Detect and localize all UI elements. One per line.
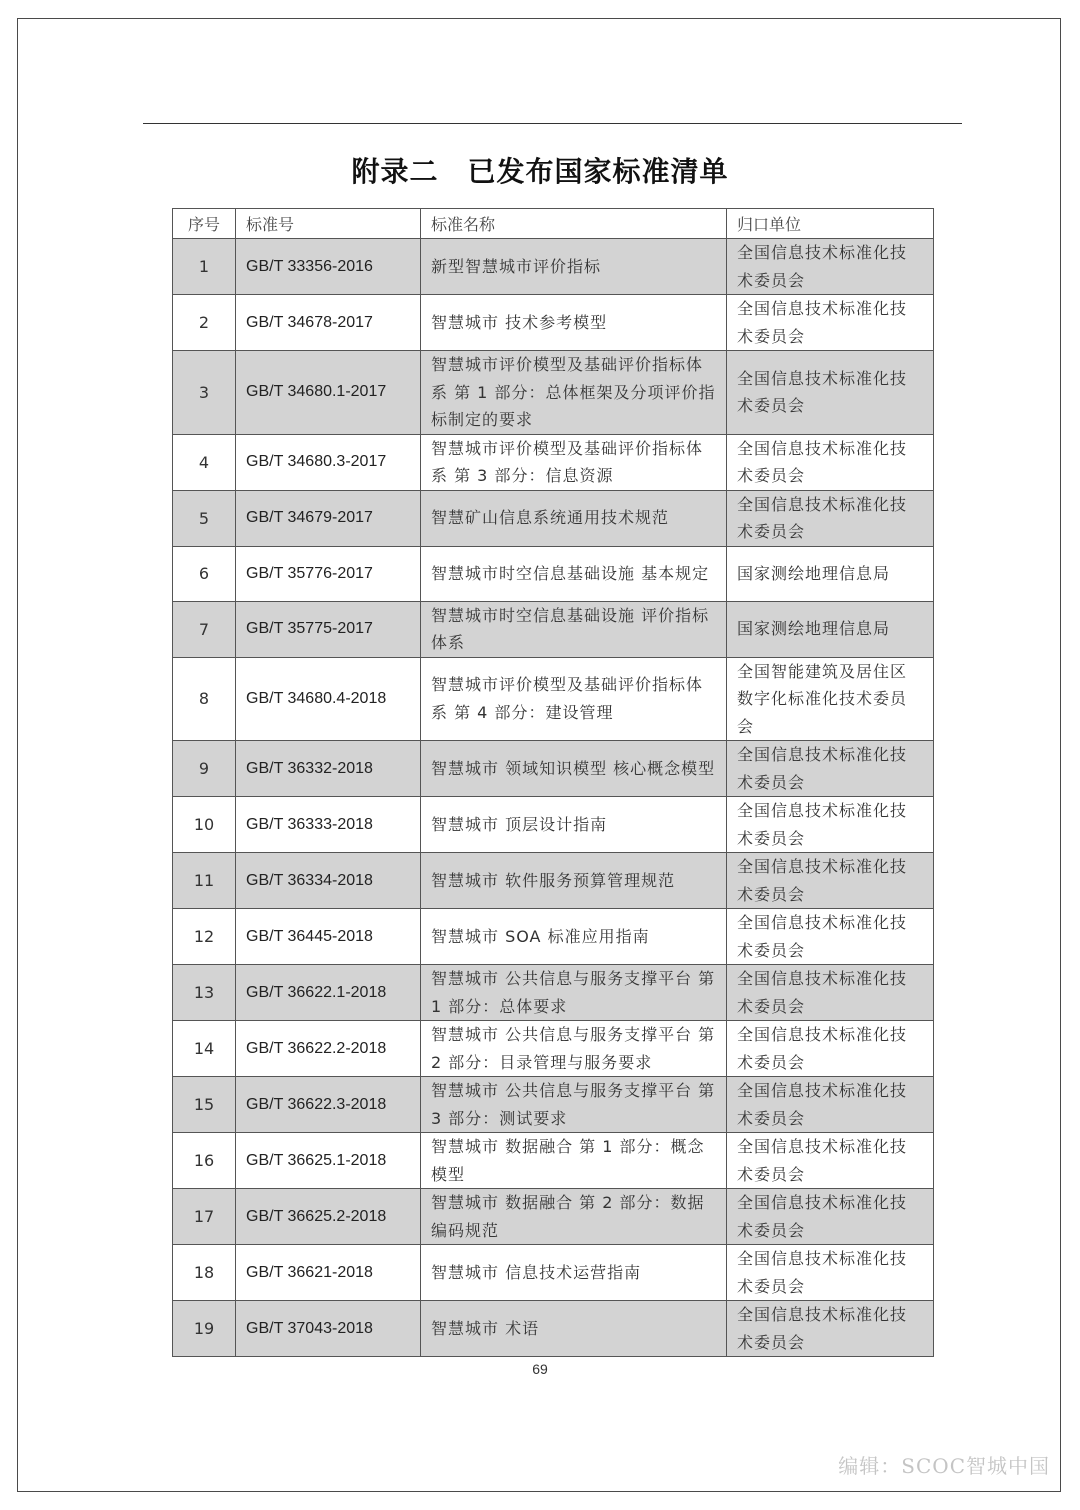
cell-name: 智慧城市评价模型及基础评价指标体系 第 4 部分：建设管理	[421, 657, 727, 741]
header-unit: 归口单位	[727, 209, 934, 239]
cell-no: 11	[173, 853, 236, 909]
cell-unit: 国家测绘地理信息局	[727, 546, 934, 601]
cell-no: 3	[173, 351, 236, 435]
cell-code: GB/T 35776-2017	[236, 546, 421, 601]
table-row	[173, 1301, 934, 1357]
cell-name: 智慧城市 术语	[421, 1301, 727, 1357]
cell-name: 智慧城市 技术参考模型	[421, 295, 727, 351]
cell-unit: 全国智能建筑及居住区数字化标准化技术委员会	[727, 657, 934, 741]
cell-name: 智慧城市 软件服务预算管理规范	[421, 853, 727, 909]
table-row	[173, 909, 934, 965]
cell-unit: 全国信息技术标准化技术委员会	[727, 1077, 934, 1133]
table-row	[173, 1133, 934, 1189]
header-name: 标准名称	[421, 209, 727, 239]
cell-name: 智慧城市 信息技术运营指南	[421, 1245, 727, 1301]
cell-code: GB/T 36621-2018	[236, 1245, 421, 1301]
table-row	[173, 295, 934, 351]
cell-unit: 全国信息技术标准化技术委员会	[727, 1189, 934, 1245]
cell-code: GB/T 36334-2018	[236, 853, 421, 909]
cell-code: GB/T 35775-2017	[236, 601, 421, 657]
cell-unit: 全国信息技术标准化技术委员会	[727, 1301, 934, 1357]
table-row	[173, 434, 934, 490]
table-row	[173, 601, 934, 657]
cell-code: GB/T 34679-2017	[236, 490, 421, 546]
cell-name: 智慧城市 公共信息与服务支撑平台 第 3 部分：测试要求	[421, 1077, 727, 1133]
cell-code: GB/T 36622.2-2018	[236, 1021, 421, 1077]
cell-name: 智慧城市时空信息基础设施 评价指标体系	[421, 601, 727, 657]
cell-unit: 全国信息技术标准化技术委员会	[727, 351, 934, 435]
cell-unit: 全国信息技术标准化技术委员会	[727, 797, 934, 853]
page-title: 附录二 已发布国家标准清单	[351, 155, 729, 188]
table-row	[173, 546, 934, 601]
cell-unit: 全国信息技术标准化技术委员会	[727, 909, 934, 965]
table-row	[173, 741, 934, 797]
cell-no: 7	[173, 601, 236, 657]
cell-unit: 全国信息技术标准化技术委员会	[727, 490, 934, 546]
cell-name: 智慧城市 顶层设计指南	[421, 797, 727, 853]
cell-no: 17	[173, 1189, 236, 1245]
cell-no: 6	[173, 546, 236, 601]
cell-name: 智慧城市 数据融合 第 2 部分：数据编码规范	[421, 1189, 727, 1245]
table-row	[173, 239, 934, 295]
cell-code: GB/T 36445-2018	[236, 909, 421, 965]
table-row	[173, 351, 934, 435]
cell-no: 10	[173, 797, 236, 853]
cell-unit: 全国信息技术标准化技术委员会	[727, 295, 934, 351]
cell-code: GB/T 36622.1-2018	[236, 965, 421, 1021]
cell-no: 8	[173, 657, 236, 741]
cell-unit: 全国信息技术标准化技术委员会	[727, 239, 934, 295]
cell-unit: 全国信息技术标准化技术委员会	[727, 1245, 934, 1301]
cell-unit: 全国信息技术标准化技术委员会	[727, 965, 934, 1021]
header-rule	[143, 123, 962, 124]
cell-name: 智慧城市 公共信息与服务支撑平台 第 1 部分：总体要求	[421, 965, 727, 1021]
header-code: 标准号	[236, 209, 421, 239]
cell-no: 16	[173, 1133, 236, 1189]
page-number: 69	[532, 1361, 548, 1377]
table-row	[173, 1077, 934, 1133]
watermark: 编辑：SCOC智城中国	[838, 1454, 1050, 1478]
cell-unit: 全国信息技术标准化技术委员会	[727, 853, 934, 909]
table-row	[173, 490, 934, 546]
cell-name: 智慧城市评价模型及基础评价指标体系 第 3 部分：信息资源	[421, 434, 727, 490]
cell-code: GB/T 34680.4-2018	[236, 657, 421, 741]
table-header-row	[173, 209, 934, 239]
table-row	[173, 965, 934, 1021]
cell-unit: 全国信息技术标准化技术委员会	[727, 741, 934, 797]
standards-table	[172, 208, 934, 1357]
cell-name: 智慧矿山信息系统通用技术规范	[421, 490, 727, 546]
cell-code: GB/T 36333-2018	[236, 797, 421, 853]
header-no: 序号	[173, 209, 236, 239]
cell-code: GB/T 34680.1-2017	[236, 351, 421, 435]
cell-code: GB/T 36625.1-2018	[236, 1133, 421, 1189]
cell-unit: 全国信息技术标准化技术委员会	[727, 434, 934, 490]
cell-unit: 全国信息技术标准化技术委员会	[727, 1133, 934, 1189]
cell-name: 智慧城市 数据融合 第 1 部分：概念模型	[421, 1133, 727, 1189]
cell-code: GB/T 34678-2017	[236, 295, 421, 351]
cell-name: 智慧城市 公共信息与服务支撑平台 第 2 部分：目录管理与服务要求	[421, 1021, 727, 1077]
table-row	[173, 1021, 934, 1077]
cell-no: 18	[173, 1245, 236, 1301]
cell-no: 1	[173, 239, 236, 295]
cell-no: 5	[173, 490, 236, 546]
cell-unit: 国家测绘地理信息局	[727, 601, 934, 657]
cell-no: 19	[173, 1301, 236, 1357]
cell-name: 智慧城市时空信息基础设施 基本规定	[421, 546, 727, 601]
cell-code: GB/T 36622.3-2018	[236, 1077, 421, 1133]
cell-name: 智慧城市 SOA 标准应用指南	[421, 909, 727, 965]
cell-no: 9	[173, 741, 236, 797]
table-row	[173, 657, 934, 741]
cell-code: GB/T 37043-2018	[236, 1301, 421, 1357]
cell-name: 新型智慧城市评价指标	[421, 239, 727, 295]
cell-name: 智慧城市 领域知识模型 核心概念模型	[421, 741, 727, 797]
cell-no: 15	[173, 1077, 236, 1133]
cell-unit: 全国信息技术标准化技术委员会	[727, 1021, 934, 1077]
cell-no: 2	[173, 295, 236, 351]
cell-no: 13	[173, 965, 236, 1021]
cell-code: GB/T 36332-2018	[236, 741, 421, 797]
table-row	[173, 1245, 934, 1301]
table-row	[173, 797, 934, 853]
cell-no: 4	[173, 434, 236, 490]
cell-no: 14	[173, 1021, 236, 1077]
cell-code: GB/T 36625.2-2018	[236, 1189, 421, 1245]
table-row	[173, 853, 934, 909]
table-row	[173, 1189, 934, 1245]
cell-code: GB/T 33356-2016	[236, 239, 421, 295]
cell-name: 智慧城市评价模型及基础评价指标体系 第 1 部分：总体框架及分项评价指标制定的要求	[421, 351, 727, 435]
cell-no: 12	[173, 909, 236, 965]
cell-code: GB/T 34680.3-2017	[236, 434, 421, 490]
